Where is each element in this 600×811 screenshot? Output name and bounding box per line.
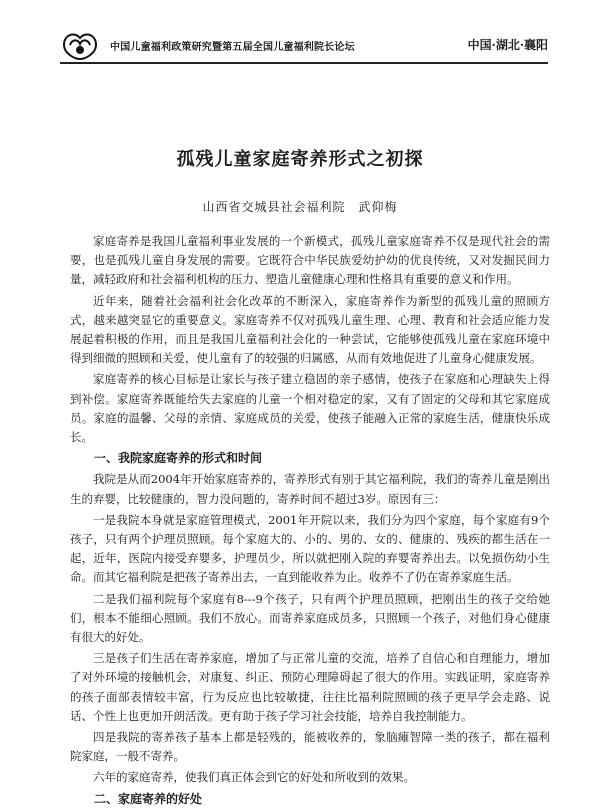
header-rule: [60, 62, 548, 64]
page-header: [60, 28, 548, 62]
paragraph: 六年的家庭寄养，使我们真正体会到它的好处和所收到的效果。: [93, 770, 415, 785]
paragraph: 一是我院本身就是家庭管理模式，2001年开院以来，我们分为四个家庭，每个家庭有9个孩子，只有两个护理员照顾。每个家庭大的、小的、男的、女的、健康的、残疾的都生活在一起，近年，医院内接受弃婴多，护理员少，所以就把刚入院的弃婴寄养出去。以免损伤幼小生命。而其它福利院是把孩子寄养出去，一直到能收养为止。收养不了仍在寄养家庭生活。: [70, 512, 550, 585]
paragraph: 三是孩子们生活在寄养家庭，增加了与正常儿童的交流，培养了自信心和自理能力，增加了对外环境的接触机会，对康复、纠正、预防心理障碍起了很大的作用。实践证明，家庭寄养的孩子面部表情较丰富，行为反应也比较敏捷，往往比福利院照顾的孩子更早学会走路、说话、个性上也更加开朗活泼。更有助于孩子学习社会技能，培养自我控制能力。: [70, 651, 550, 723]
paragraph: 二是我们福利院每个家庭有8---9个孩子，只有两个护理员照顾，把刚出生的孩子交给她们，根本不能细心照顾。我们不放心。而寄养家庭成员多，只照顾一个孩子，对他们身心健康有很大的好处。: [70, 591, 550, 645]
forum-logo-icon: [60, 28, 100, 62]
paragraph: 家庭寄养的核心目标是让家长与孩子建立稳固的亲子感情，使孩子在家庭和心理缺失上得到补偿。家庭寄养既能给失去家庭的儿童一个相对稳定的家，又有了固定的父母和其它家庭成员。家庭的温馨、父母的亲情、家庭成员的关爱，使孩子能融入正常的家庭生活，健康快乐成长。: [70, 372, 550, 445]
article-author: 山西省交城县社会福利院 武仰梅: [202, 200, 398, 214]
section-heading: 二、家庭寄养的好处: [94, 791, 203, 806]
paragraph: 近年来，随着社会福利社会化改革的不断深入，家庭寄养作为新型的孤残儿童的照顾方式，越来越突显它的重要意义。家庭寄养不仅对孤残儿童生理、心理、教育和社会适应能力发展起着积极的作用，而且是我国儿童福利社会化的一种尝试，它能够使孤残儿童在家庭环境中得到细微的照顾和关爱，使儿童有了的较强的归属感，从而有效地促进了儿童身心健康发展。: [70, 293, 550, 366]
section-heading: 一、我院家庭寄养的形式和时间: [94, 451, 263, 466]
article-title: 孤残儿童家庭寄养形式之初探: [176, 149, 424, 170]
paragraph: 四是我院的寄养孩子基本上都是轻残的，能被收养的，象脑瘫智障一类的孩子，都在福利院家庭，一般不寄养。: [70, 730, 550, 764]
article-body: [70, 232, 550, 811]
paragraph: 我院是从而2004年开始家庭寄养的，寄养形式有别于其它福利院，我们的寄养儿童是刚出生的弃婴，比较健康的，智力没问题的，寄养时间不超过3岁。原因有三：: [70, 472, 550, 506]
forum-title: 中国儿童福利政策研究暨第五届全国儿童福利院长论坛: [110, 42, 355, 53]
forum-location: 中国·湖北·襄阳: [467, 38, 548, 52]
paragraph: 家庭寄养是我国儿童福利事业发展的一个新模式，孤残儿童家庭寄养不仅是现代社会的需要，也是孤残儿童自身发展的需要。它既符合中华民族爱幼护幼的优良传统，又对发掘民间力量，减轻政府和社会福利机构的压力、塑造儿童健康心理和性格具有重要的意义和作用。: [70, 234, 550, 287]
